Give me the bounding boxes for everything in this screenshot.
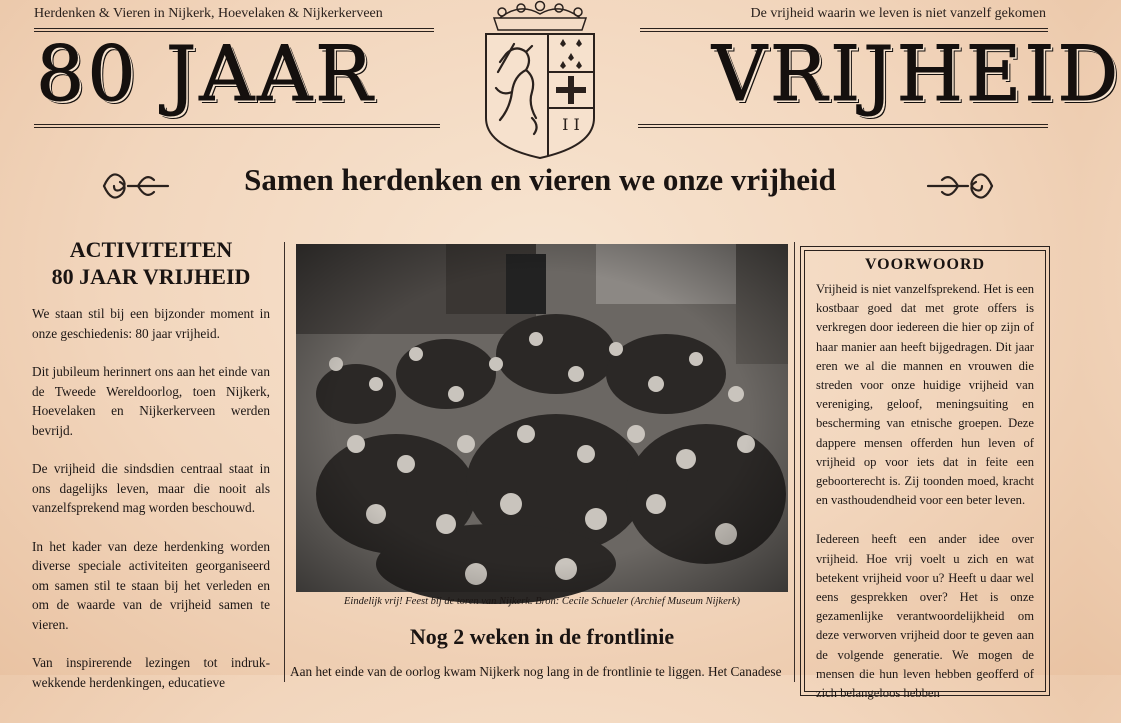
activities-paragraph: In het kader van deze herdenking worden diverse speciale activiteiten georganiseerd om samen stil te staan bij het verleden en om de waarde van de vrijheid samen te vieren. [32,538,270,632]
photo-caption: Eindelijk vrij! Feest bij de toren van Nijkerk. Bron: Cecile Schueler (Archief Museum Nijkerk) [344,596,740,607]
column-divider-right [794,242,795,682]
activities-title: ACTIVITEITEN 80 JAAR VRIJHEID [51,237,251,289]
activities-paragraph: Van inspirerende lezingen tot indruk-wekkende herdenkingen, educatieve [32,655,270,690]
crowd-photo-image [296,244,788,592]
activities-paragraph: Dit jubileum herinnert ons aan het einde van de Tweede Wereldoorlog, toen Nijkerk, Hoevelaken en Nijkerkerveen werden bevrijd. [32,364,270,438]
main-headline: Samen herdenken en vieren we onze vrijheid [244,162,836,197]
flourish-right-icon [926,158,998,214]
masthead-title-right: VRIJHEID [712,29,1121,118]
article-body: Aan het einde van de oorlog kwam Nijkerk nog lang in de frontlinie te liggen. Het Canadese [290,664,782,679]
masthead-title-left: 80 JAAR [36,29,376,118]
activities-column [32,236,270,711]
tagline-left: Herdenken & Vieren in Nijkerk, Hoevelaken & Nijkerkerveen [34,6,383,21]
voorwoord-title: VOORWOORD [864,256,986,273]
voorwoord-paragraph: Iedereen heeft een ander idee over vrijheid. Hoe vrij voelt u zich en wat betekent vrijheid voor u? Heeft u daar wel eens gesprekken over? Het is onze gezamenlijke verantwoordelijkheid om deze verworven vrijheid door te geven aan de volgende generatie. We mogen de mensen die hun leven hebben geofferd of zich belangeloos hebben [816,532,1034,701]
column-divider-left [284,242,285,682]
coat-of-arms-numerals: I I [562,115,580,134]
liberation-photo [296,244,788,592]
tagline-right: De vrijheid waarin we leven is niet vanzelf gekomen [750,6,1046,21]
rule-bottom-left [34,124,440,128]
voorwoord-column [816,256,1034,723]
activities-paragraph: We staan stil bij een bijzonder moment in onze geschiedenis: 80 jaar vrijheid. [32,306,270,341]
rule-bottom-right [638,124,1048,128]
voorwoord-paragraph: Vrijheid is niet vanzelfsprekend. Het is een kostbaar goed dat met grote offers is verkregen door iedereen die hier op zijn of haar manier aan heeft bijgedragen. Dit jaar eren we al die mannen en vrouwen die streden voor onze huidige vrijheid van vereniging, geloof, meningsuiting en bescherming van etnische groepen. Deze dappere mensen offerden hun leven of vrijheid op voor iets dat in feite een geboorterecht is. Zij toonden moed, kracht en vasthoudendheid voor een beter leven. [816,282,1034,508]
coat-of-arms-icon [480,0,600,160]
article-subheading: Nog 2 weken in de frontlinie [409,624,675,649]
activities-paragraph: De vrijheid die sindsdien centraal staat in ons dagelijks leven, maar die nooit als vanzelfsprekend mag worden beschouwd. [32,461,270,515]
